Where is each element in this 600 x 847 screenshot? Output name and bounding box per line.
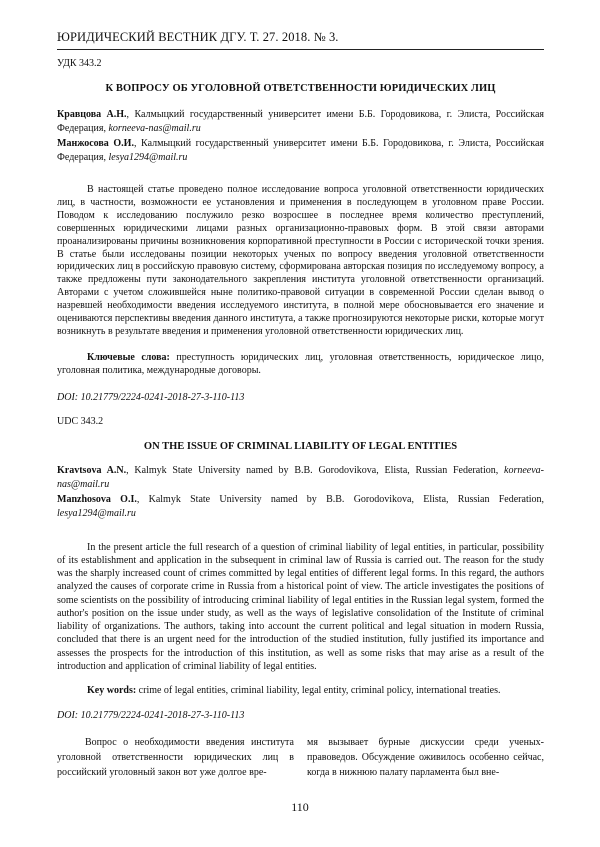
udc-code-ru: УДК 343.2 [57, 58, 102, 69]
keywords-text: преступность юридических лиц, уголовная ответственность, юридическое лицо, уголовная политика, международные договоры. [57, 351, 544, 376]
author-affiliation: , Калмыцкий государственный университет имени Б.Б. Городовикова, г. Элиста, Российская Федерация, [57, 138, 544, 163]
page-number: 110 [291, 800, 309, 814]
author-entry [57, 464, 544, 492]
author-affiliation: , Калмыцкий государственный университет имени Б.Б. Городовикова, г. Элиста, Российская Федерация, [57, 109, 544, 134]
udc-code-en: UDC 343.2 [57, 415, 104, 427]
author-email[interactable]: lesya1294@mail.ru [57, 507, 136, 519]
author-entry [57, 137, 544, 165]
doi-ru[interactable]: DOI: 10.21779/2224-0241-2018-27-3-110-113 [57, 391, 245, 403]
keywords-label: Key words: [87, 684, 137, 696]
body-column-left: Вопрос о необходимости введения института уголовной ответственности юридических лиц в российский уголовный закон вот уже долгое вре- [57, 736, 294, 778]
running-head: ЮРИДИЧЕСКИЙ ВЕСТНИК ДГУ. Т. 27. 2018. № 3. [57, 30, 544, 50]
body-columns [57, 735, 544, 780]
author-email[interactable]: lesya1294@mail.ru [108, 152, 188, 163]
abstract-ru: В настоящей статье проведено полное исследование вопроса уголовной ответственности юридических лиц, в частности, возможности ее установления и применения в последующем в уголовном праве России. Поводом к исследованию послужило резко возросшее в последнее время количество преступлений, совершенных юридическими лицами разных организационно-правовых форм. В этой связи авторами проанализированы причины возникновения корпоративной преступности в России с исторической точки зрения. В статье были исследованы позиции некоторых ученых по вопросу введения уголовной ответственности юридических лиц в российскую правовую систему, сформирована авторская позиция по исследуемому вопросу, а также предложены пути законодательного закрепления института уголовной ответственности организаций. Авторами с учетом сложившейся ныне политико-правовой ситуации в современной России сделан вывод о назревшей необходимости введения исследуемого института, в полной мере обосновывается его значение и оцениваются перспективы введения данного института, а также прогнозируются некоторые риски, которые могут возникнуть в результате введения и применения уголовной ответственности юридических лиц. [57, 184, 544, 337]
keywords-label: Ключевые слова: [87, 351, 170, 363]
author-name: Манжосова О.И. [57, 138, 134, 149]
author-email[interactable]: korneeva-nas@mail.ru [108, 123, 201, 134]
authors-ru [57, 108, 544, 165]
author-affiliation: , Kalmyk State University named by B.B. Gorodovikova, Elista, Russian Federation, [136, 493, 544, 505]
article-title-ru: К ВОПРОСУ ОБ УГОЛОВНОЙ ОТВЕТСТВЕННОСТИ ЮРИДИЧЕСКИХ ЛИЦ [105, 83, 496, 94]
author-entry [57, 493, 544, 521]
author-name: Kravtsova A.N. [57, 464, 127, 476]
author-entry [57, 108, 544, 136]
keywords-ru [57, 351, 544, 377]
keywords-en [57, 685, 544, 696]
authors-en [57, 464, 544, 521]
author-affiliation: , Kalmyk State University named by B.B. Gorodovikova, Elista, Russian Federation, [126, 464, 505, 476]
abstract-en: In the present article the full research of a question of criminal liability of legal entities, in particular, possibility of its establishment and application in the subsequent in criminal law of Russia is carried out. The reason for the study was the sharply increased count of crimes committed by legal entities of different legal forms. In this regard, the authors analyzed the causes of corporate crime in Russia from a historical point of view. The article investigates the positions of some scientists on the possibility of introducing criminal liability of legal entities in the Russian legal system, formed the author's position on the issue under study, as well as the ways of legislative consolidation of the Institute of criminal liability of organizations. The authors, taking into account the current political and legal situation in modern Russia, concluded that there is an urgent need for the introduction of the studied institution, fully justified its importance and assesses the prospects for the introduction of this institution, as well as some risks that may arise as a result of the introduction and application of criminal liability of legal entities. [57, 541, 544, 672]
author-name: Кравцова А.Н. [57, 109, 127, 120]
author-email[interactable]: korneeva-nas@mail.ru [57, 464, 544, 490]
body-column-right: мя вызывает бурные дискуссии среди ученых-правоведов. Обсуждение оживилось особенно сейчас, когда в нижнюю палату парламента был вне- [307, 736, 544, 778]
keywords-text: crime of legal entities, criminal liability, legal entity, criminal policy, international treaties. [136, 684, 501, 696]
author-name: Manzhosova O.I. [57, 493, 137, 505]
article-title-en: ON THE ISSUE OF CRIMINAL LIABILITY OF LEGAL ENTITIES [143, 440, 458, 452]
doi-en[interactable]: DOI: 10.21779/2224-0241-2018-27-3-110-113 [57, 709, 245, 721]
